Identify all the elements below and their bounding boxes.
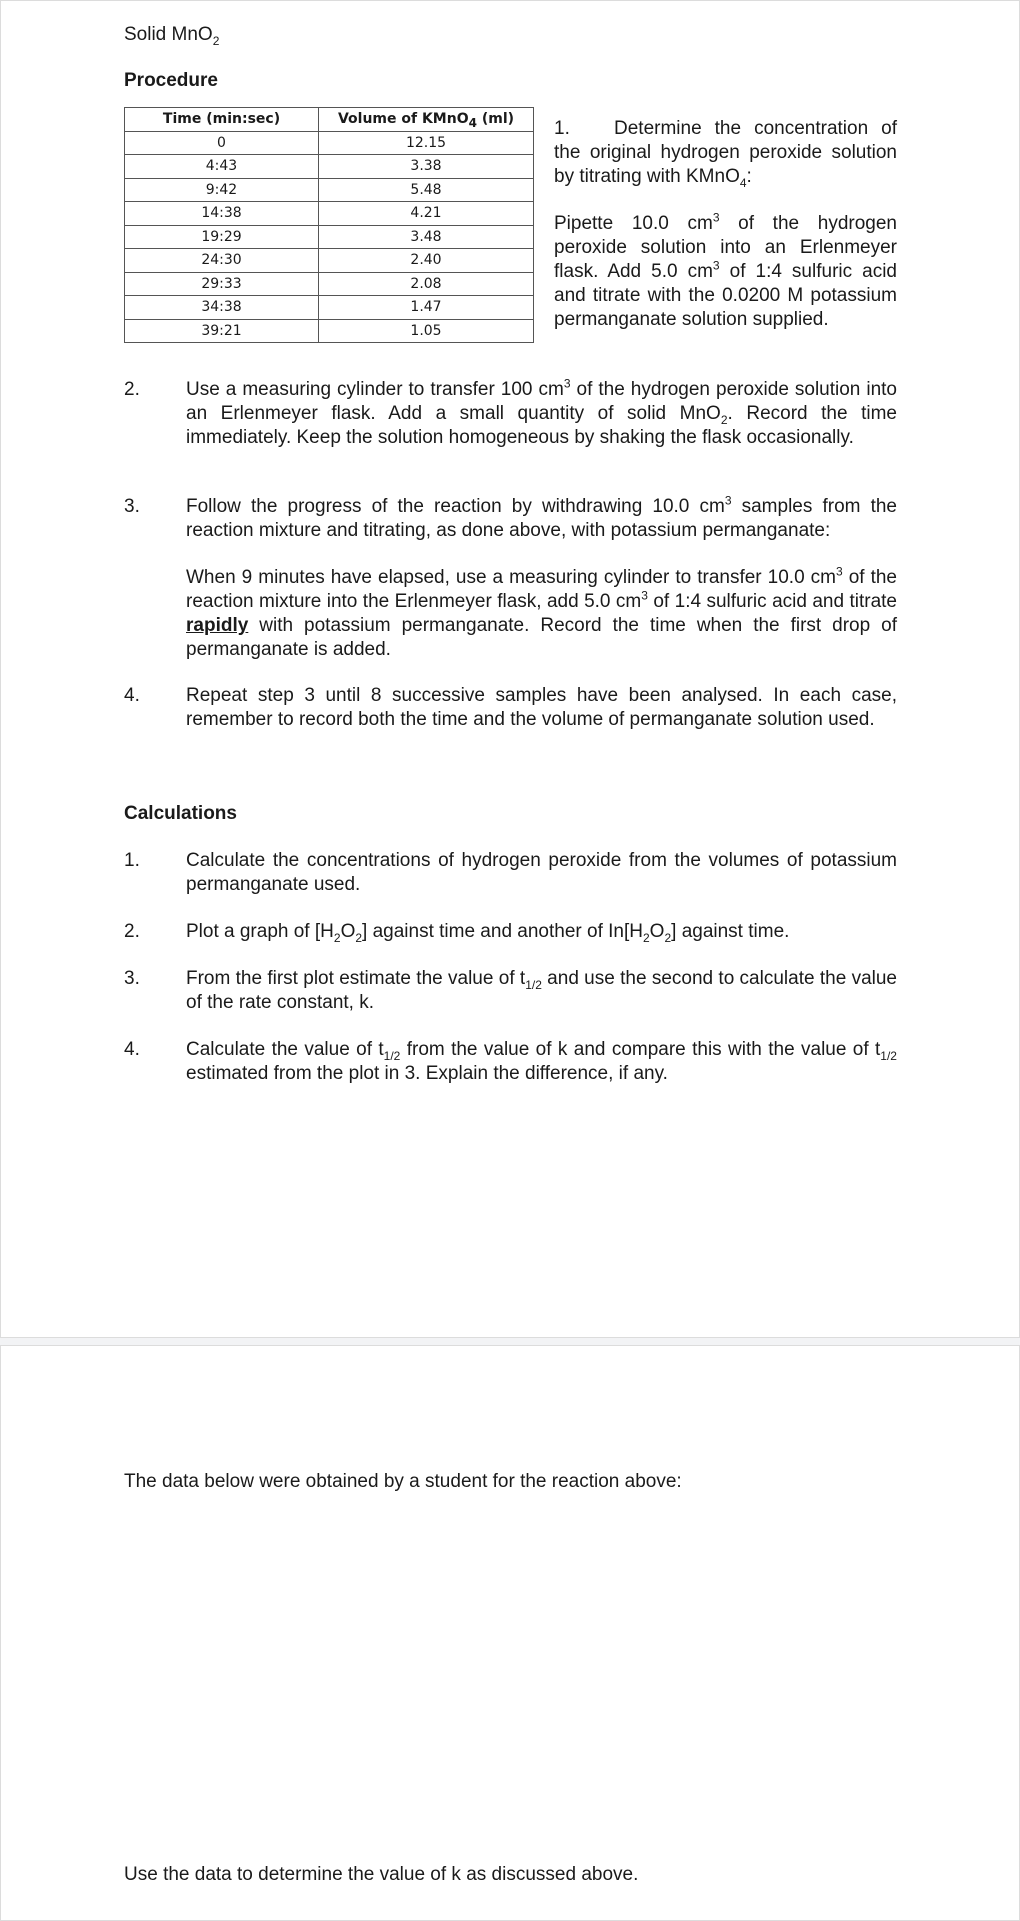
table-row <box>125 178 534 202</box>
volume-cell: 4.21 <box>319 202 534 226</box>
volume-cell: 1.05 <box>319 319 534 343</box>
step-1-number: 1. <box>554 118 570 139</box>
volume-cell: 3.38 <box>319 155 534 179</box>
calc-2-number: 2. <box>124 921 140 942</box>
time-cell: 29:33 <box>125 272 319 296</box>
table-row <box>125 131 534 155</box>
time-cell: 0 <box>125 131 319 155</box>
time-cell: 34:38 <box>125 296 319 320</box>
table-row <box>125 249 534 273</box>
time-cell: 39:21 <box>125 319 319 343</box>
time-cell: 14:38 <box>125 202 319 226</box>
volume-cell: 2.40 <box>319 249 534 273</box>
data-table <box>124 107 534 343</box>
time-cell: 4:43 <box>125 155 319 179</box>
procedure-heading: Procedure <box>124 70 218 91</box>
step-4-number: 4. <box>124 685 140 706</box>
document-page-2 <box>0 1345 1020 1921</box>
calc-4-number: 4. <box>124 1039 140 1060</box>
step-3-number: 3. <box>124 496 140 517</box>
step-2-text: Use a measuring cylinder to transfer 100 $cm^3$ of the hydrogen peroxide solution into an Erlenmeyer flask. Add a small quantity of solid MnO$_2$. Record the time immediately. Keep the solution homogeneous by shaking the flask occasionally. <box>186 376 898 448</box>
step-1-text-a: 1. Determine the concentration of the original hydrogen peroxide solution by titrating with KMnO$_4$: <box>554 118 897 190</box>
table-header-row <box>125 108 534 132</box>
volume-cell: 5.48 <box>319 178 534 202</box>
volume-cell: 1.47 <box>319 296 534 320</box>
table-row <box>125 202 534 226</box>
table-row <box>125 319 534 343</box>
page-2-instruction: Use the data to determine the value of k as discussed above. <box>124 1864 639 1885</box>
section-title: Solid MnO$_2$ <box>124 24 220 48</box>
calculations-heading: Calculations <box>124 803 237 824</box>
table-row <box>125 225 534 249</box>
step-3-text-a: Follow the progress of the reaction by withdrawing 10.0 $cm^3$ samples from the reaction mixture and titrating, as done above, with potassium permanganate: <box>186 493 897 541</box>
calc-2-text: Plot a graph of $[H_2O_2]$ against time and another of $In[H_2O_2]$ against time. <box>186 921 790 945</box>
calc-4-text: Calculate the value of $t_{1/2}$ from the value of k and compare this with the value of $t_{1/2}$ estimated from the plot in 3. Explain the difference, if any. <box>186 1039 897 1084</box>
calc-1-text: Calculate the concentrations of hydrogen peroxide from the volumes of potassium permanganate used. <box>186 850 897 895</box>
volume-cell: 12.15 <box>319 131 534 155</box>
volume-cell: 3.48 <box>319 225 534 249</box>
step-4-text: Repeat step 3 until 8 successive samples have been analysed. In each case, remember to record both the time and the volume of permanganate solution used. <box>186 685 897 730</box>
time-cell: 19:29 <box>125 225 319 249</box>
table-row <box>125 272 534 296</box>
col-header-volume: Volume of KMnO$_4$ (ml) <box>319 108 534 132</box>
step-2-number: 2. <box>124 379 140 400</box>
step-3-text-b: When 9 minutes have elapsed, use a measuring cylinder to transfer 10.0 $cm^3$ of the reaction mixture into the Erlenmeyer flask, add 5.0 $cm^3$ of 1:4 sulfuric acid and titrate rapidly with potassium permanganate. Record the time when the first drop of permanganate is added. <box>186 564 897 660</box>
calc-3-text: From the first plot estimate the value of $t_{1/2}$ and use the second to calculate the value of the rate constant, k. <box>186 968 897 1013</box>
page-2-intro: The data below were obtained by a student for the reaction above: <box>124 1471 682 1492</box>
time-cell: 24:30 <box>125 249 319 273</box>
step-1-text-b: Pipette 10.0 $cm^3$ of the hydrogen peroxide solution into an Erlenmeyer flask. Add 5.0 $cm^3$ of 1:4 sulfuric acid and titrate with the 0.0200 M potassium permanganate solution supplied. <box>554 210 897 330</box>
table-row <box>125 296 534 320</box>
time-cell: 9:42 <box>125 178 319 202</box>
volume-cell: 2.08 <box>319 272 534 296</box>
calc-1-number: 1. <box>124 850 140 871</box>
col-header-time: Time (min:sec) <box>125 108 319 132</box>
table-row <box>125 155 534 179</box>
emphasis-rapidly: rapidly <box>186 615 249 636</box>
calc-3-number: 3. <box>124 968 140 989</box>
